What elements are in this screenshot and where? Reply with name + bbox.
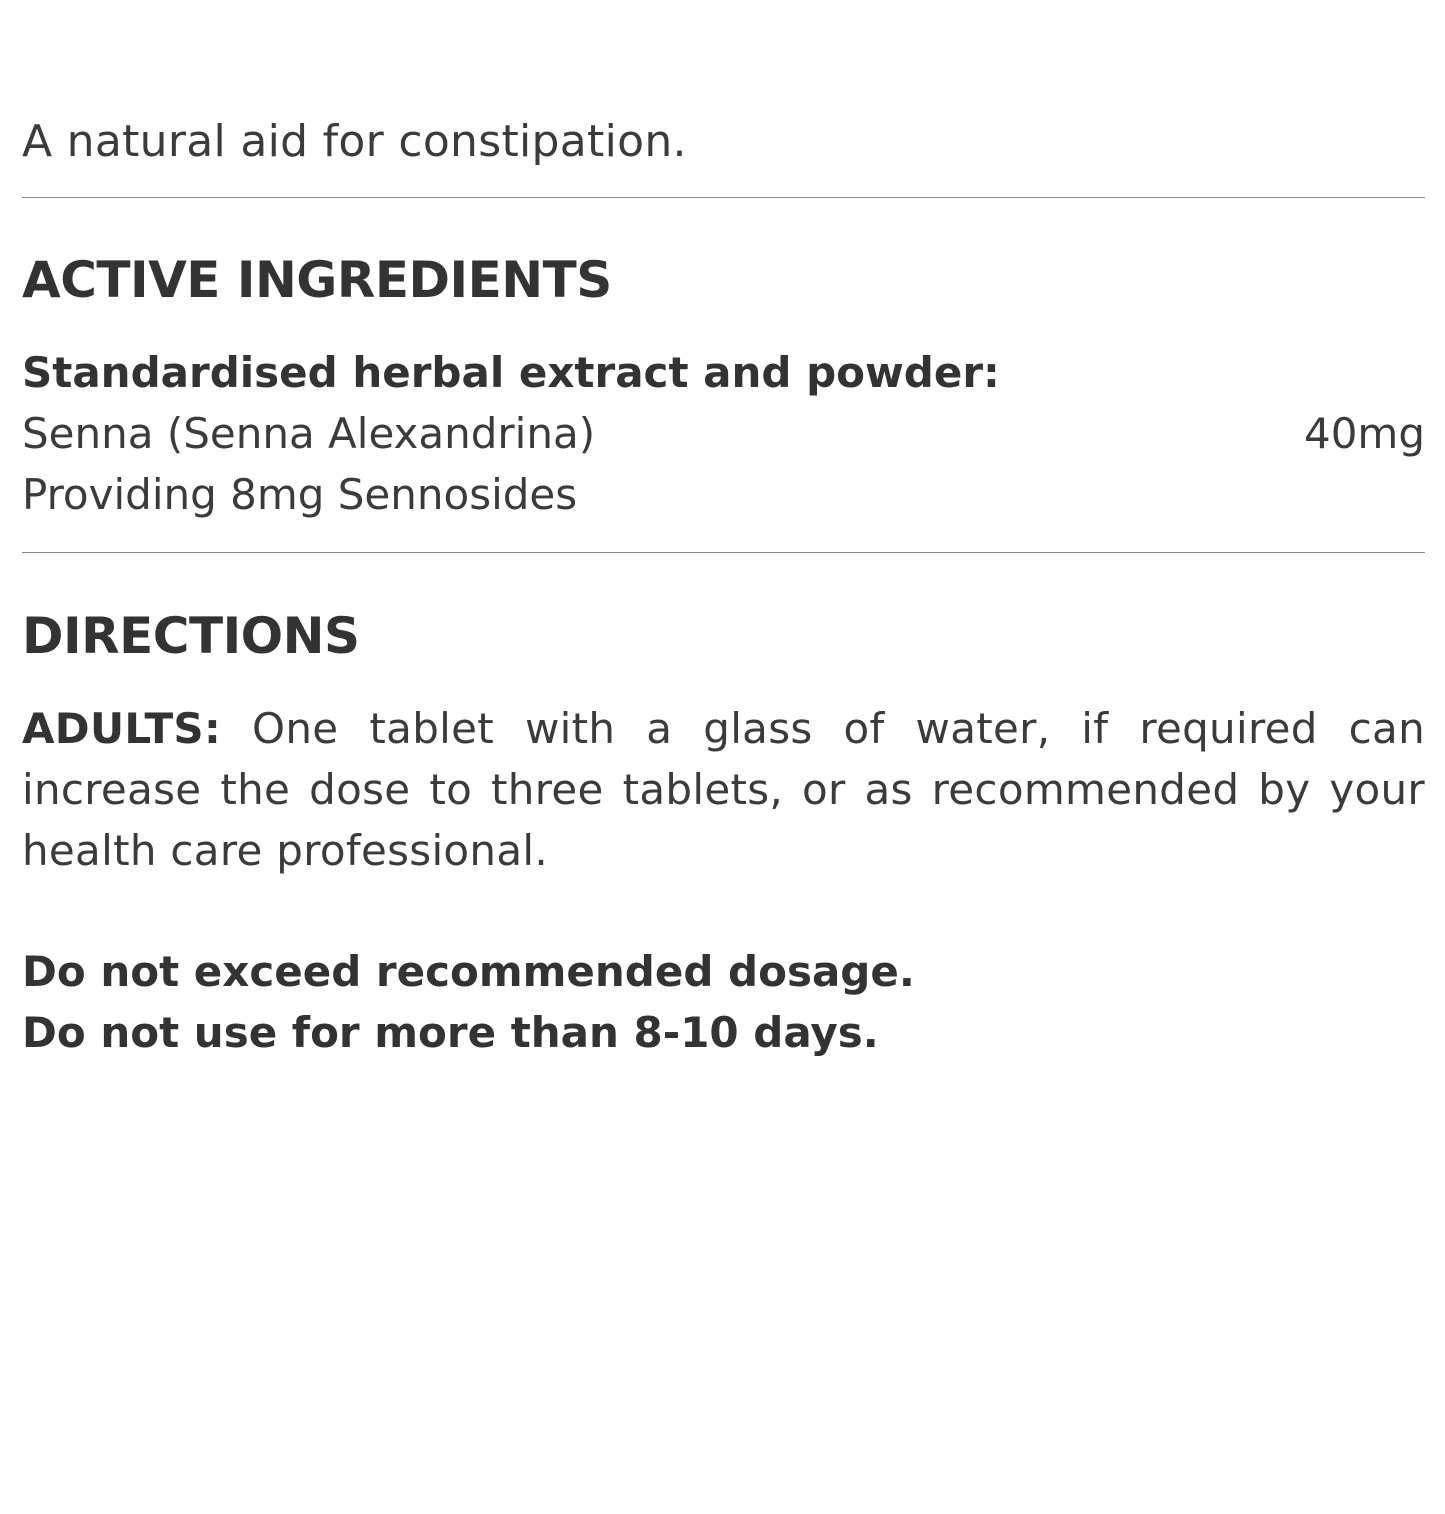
product-tagline: A natural aid for constipation. [22,116,687,167]
section-divider [22,197,1425,198]
directions-body: One tablet with a glass of water, if required can increase the dose to three tablets, or as recommended by your health care professional. [22,704,1425,875]
ingredient-name: Senna (Senna Alexandrina) [22,409,596,458]
ingredients-subheading: Standardised herbal extract and powder: [22,348,1000,397]
ingredient-row [22,404,1425,464]
dosage-warning: Do not exceed recommended dosage. [22,947,915,996]
active-ingredients-heading: ACTIVE INGREDIENTS [22,251,612,309]
section-divider [22,552,1425,553]
directions-heading: DIRECTIONS [22,607,360,665]
directions-audience-label: ADULTS: [22,704,222,753]
ingredient-note: Providing 8mg Sennosides [22,470,578,519]
directions-paragraph [22,698,1425,881]
duration-warning: Do not use for more than 8-10 days. [22,1008,879,1057]
ingredient-amount: 40mg [1303,409,1425,458]
